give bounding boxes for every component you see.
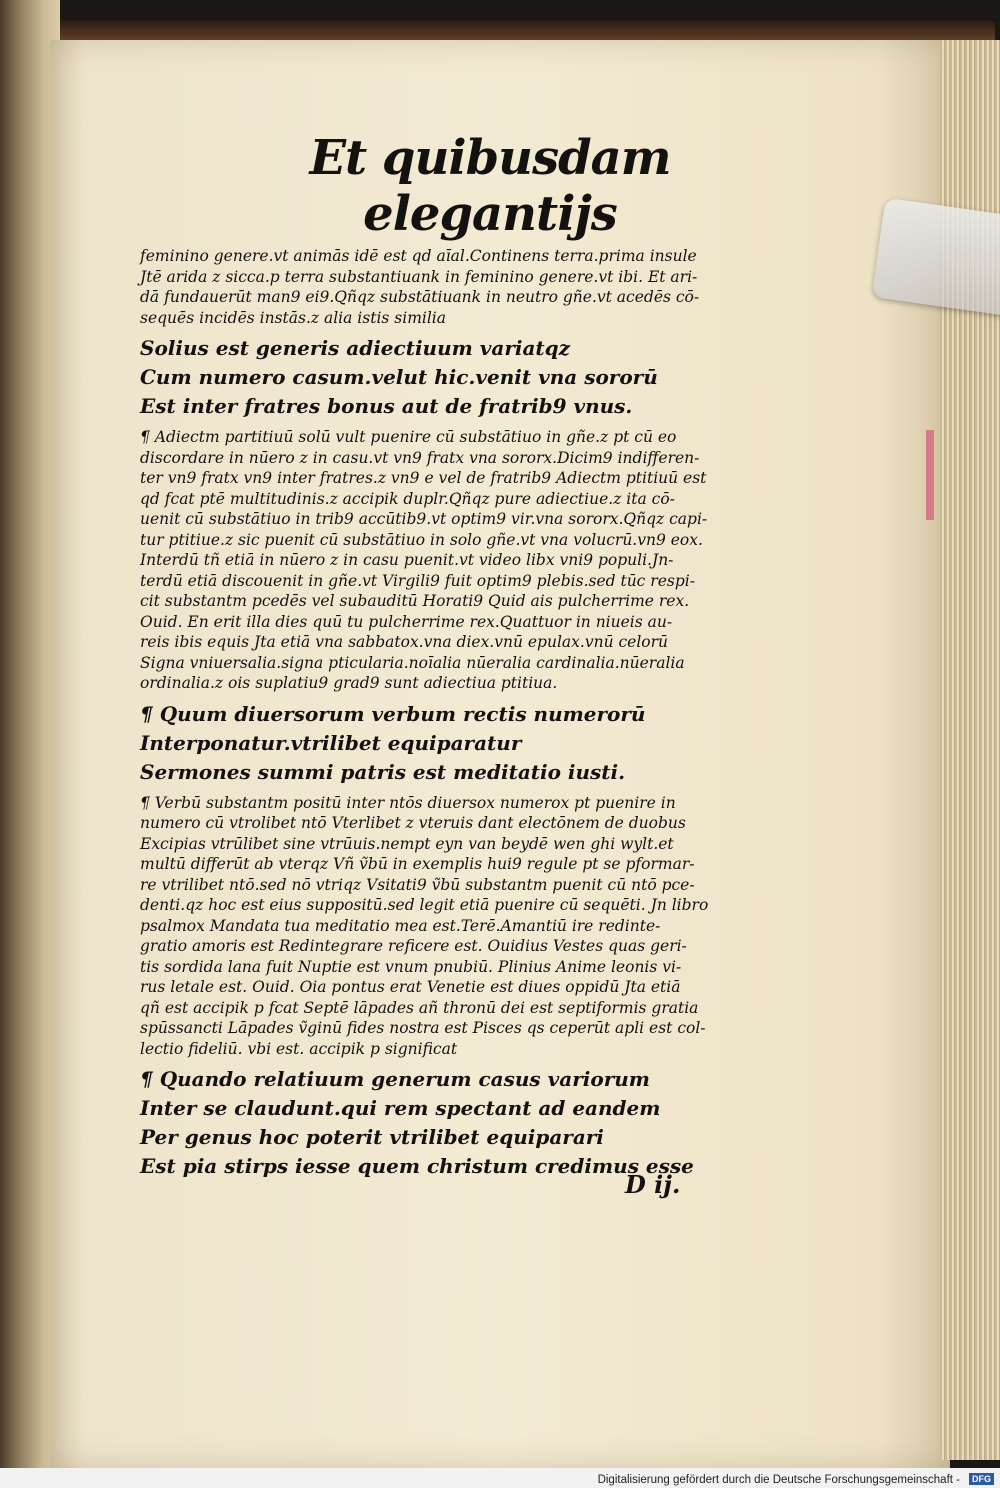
verse-block (140, 1065, 780, 1181)
text-line: discordare in nūero z in casu.vt vn9 fratx vna sororx.Dicim9 indifferen- (140, 448, 700, 467)
text-line: sequēs incidēs instās.z alia istis similia (140, 308, 447, 327)
verse-line: Cum numero casum.velut hic.venit vna sororū (140, 365, 658, 389)
text-line: psalmox Mandata tua meditatio mea est.Terē.Amantiū ire redinte- (140, 916, 661, 935)
text-line: ¶ Verbū substantm positū inter ntōs diuersox numerox pt puenire in (140, 793, 676, 812)
verse-line: Est pia stirps iesse quem christum credimus esse (140, 1154, 694, 1178)
text-line: qñ est accipik p fcat Septē lāpades añ thronū dei est septiformis gratia (140, 998, 699, 1017)
verse-line: ¶ Quum diuersorum verbum rectis numerorū (140, 701, 646, 726)
verse-line: Per genus hoc poterit vtrilibet equiparari (140, 1125, 604, 1149)
text-block (140, 793, 780, 1060)
text-block (140, 246, 780, 328)
text-line: qd fcat ptē multitudinis.z accipik duplr.Qñqz pure adiectiue.z ita cō- (140, 489, 675, 508)
bookmark-tab (926, 430, 934, 520)
text-line: denti.qz hoc est eius suppositū.sed legit etiā puenire cū sequēti. Jn libro (140, 896, 709, 914)
text-line: ter vn9 fratx vn9 inter fratres.z vn9 e vel de fratrib9 Adiectm ptitiuū est (140, 469, 707, 487)
page-title: Et quibusdam elegantijs (309, 130, 671, 242)
text-line: tur ptitiue.z sic puenit cū substātiuo in solo gñe.vt vna volucrū.vn9 eox. (140, 530, 703, 549)
verse-line: Est inter fratres bonus aut de fratrib9 vnus. (140, 394, 633, 418)
page-text (140, 130, 780, 1181)
page-holder-clip (872, 198, 1000, 317)
text-line: reis ibis equis Jta etiā vna sabbatox.vna diex.vnū epulax.vnū celorū (140, 633, 669, 651)
text-line: feminino genere.vt animās idē est qd aīal.Continens terra.prima insule (140, 247, 697, 265)
footer-credit: Digitalisierung gefördert durch die Deutsche Forschungsgemeinschaft - (597, 1474, 960, 1486)
text-line: gratio amoris est Redintegrare reficere est. Ouidius Vestes quas geri- (140, 937, 687, 955)
verse-block (140, 334, 780, 421)
footer-bar (0, 1468, 1000, 1488)
text-line: lectio fideliū. vbi est. accipik p significat (140, 1039, 458, 1058)
text-line: numero cū vtrolibet ntō Vterlibet z vteruis dant electōnem de duobus (140, 814, 686, 832)
text-line: rus letale est. Ouid. Oia pontus erat Venetie est diues oppidū Jta etiā (140, 978, 681, 996)
text-line: Excipias vtrūlibet sine vtrūuis.nempt eyn van beydē wen ghi wylt.et (140, 834, 674, 853)
text-line: terdū etiā discouenit in gñe.vt Virgili9 fuit optim9 plebis.sed tūc respi- (140, 571, 695, 590)
text-line: Ouid. En erit illa dies quū tu pulcherrime rex.Quattuor in niueis au- (140, 612, 673, 631)
text-block (140, 427, 780, 694)
text-line: Interdū tñ etiā in nūero z in casu puenit.vt video libx vni9 populi.Jn- (140, 551, 674, 569)
verse-block (140, 700, 780, 787)
text-line: ordinalia.z ois suplatiu9 grad9 sunt adiectiua ptitiua. (140, 674, 558, 692)
text-line: Signa vniuersalia.signa pticularia.noīalia nūeralia cardinalia.nūeralia (140, 653, 685, 672)
text-line: cit substantm pcedēs vel subauditū Horati9 Quid ais pulcherrime rex. (140, 592, 690, 610)
text-line: spūssancti Lāpades ṽginū fides nostra est Pisces qs ceperūt apli est col- (140, 1019, 706, 1037)
verse-line: Sermones summi patris est meditatio iusti. (140, 759, 626, 784)
text-line: Jtē arida z sicca.p terra substantiuank in feminino genere.vt ibi. Et ari- (140, 267, 698, 286)
text-line: ¶ Adiectm partitiuū solū vult puenire cū substātiuo in gñe.z pt cū eo (140, 428, 677, 446)
text-line: tis sordida lana fuit Nuptie est vnum pnubiū. Plinius Anime leonis vi- (140, 957, 682, 976)
verse-line: Inter se claudunt.qui rem spectant ad eandem (140, 1096, 661, 1120)
text-line: multū differūt ab vterqz Vñ ṽbū in exemplis hui9 regule pt se pformar- (140, 855, 695, 873)
verse-line: Solius est generis adiectiuum variatqz (140, 336, 570, 360)
verse-line: Interponatur.vtrilibet equiparatur (140, 730, 522, 755)
text-line: dā fundauerūt man9 ei9.Qñqz substātiuank in neutro gñe.vt acedēs cō- (140, 288, 700, 306)
text-line: uenit cū substātiuo in trib9 accūtib9.vt optim9 vir.vna sororx.Qñqz capi- (140, 510, 708, 528)
signature-mark: D ij. (625, 1170, 681, 1199)
text-line: re vtrilibet ntō.sed nō vtriqz Vsitati9 ṽbū substantm puenit cū ntō pce- (140, 875, 695, 894)
dfg-logo: DFG (969, 1473, 994, 1485)
verse-line: ¶ Quando relatiuum generum casus variorum (140, 1067, 650, 1091)
paragraphs (140, 246, 780, 1181)
